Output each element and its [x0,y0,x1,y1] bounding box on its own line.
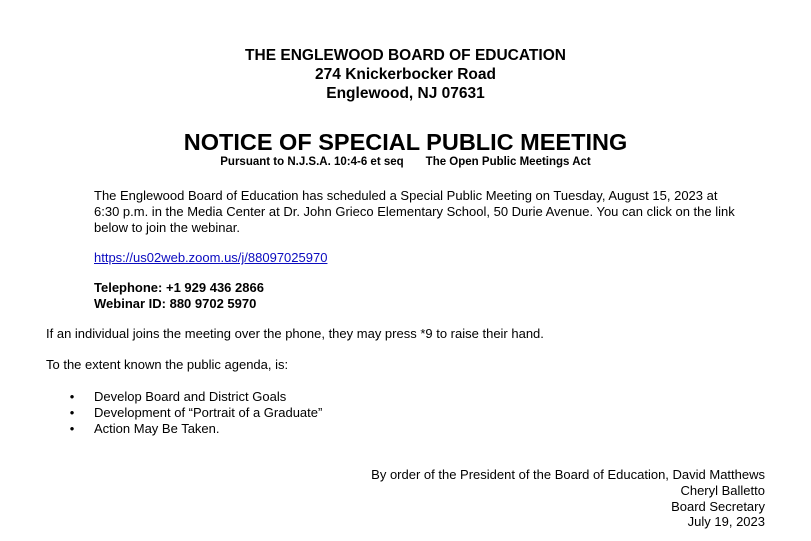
paragraph-line-3: below to join the webinar. [94,220,240,235]
address-street: 274 Knickerbocker Road [315,66,496,83]
paragraph-line-1: The Englewood Board of Education has scheduled a Special Public Meeting on Tuesday, August 15, 2023 at [94,188,718,203]
address-city: Englewood, NJ 07631 [326,85,485,102]
org-name: THE ENGLEWOOD BOARD OF EDUCATION [245,47,566,64]
agenda-item-text: Action May Be Taken. [94,421,220,436]
agenda-item-text: Development of “Portrait of a Graduate” [94,405,323,420]
bullet-icon: • [69,389,75,404]
statute-reference: Pursuant to N.J.S.A. 10:4-6 et seq [220,156,404,168]
zoom-webinar-link[interactable]: https://us02web.zoom.us/j/88097025970 [94,250,328,265]
bullet-icon: • [69,421,75,436]
phone-raise-hand-note: If an individual joins the meeting over the phone, they may press *9 to raise their hand. [46,326,544,341]
signatory-name: Cheryl Balletto [680,483,765,498]
act-name: The Open Public Meetings Act [425,156,591,168]
order-line: By order of the President of the Board of Education, David Matthews [371,467,765,482]
notice-subtitle [0,155,811,169]
agenda-item-text: Develop Board and District Goals [94,389,287,404]
agenda-intro: To the extent known the public agenda, is: [46,357,289,372]
signatory-role: Board Secretary [671,499,765,514]
telephone-number: Telephone: +1 929 436 2866 [94,280,264,295]
notice-title: NOTICE OF SPECIAL PUBLIC MEETING [183,129,628,155]
notice-date: July 19, 2023 [687,514,765,529]
paragraph-line-2: 6:30 p.m. in the Media Center at Dr. John Grieco Elementary School, 50 Durie Avenue. You can click on the link [94,204,735,219]
webinar-id: Webinar ID: 880 9702 5970 [94,296,257,311]
bullet-icon: • [69,405,75,420]
